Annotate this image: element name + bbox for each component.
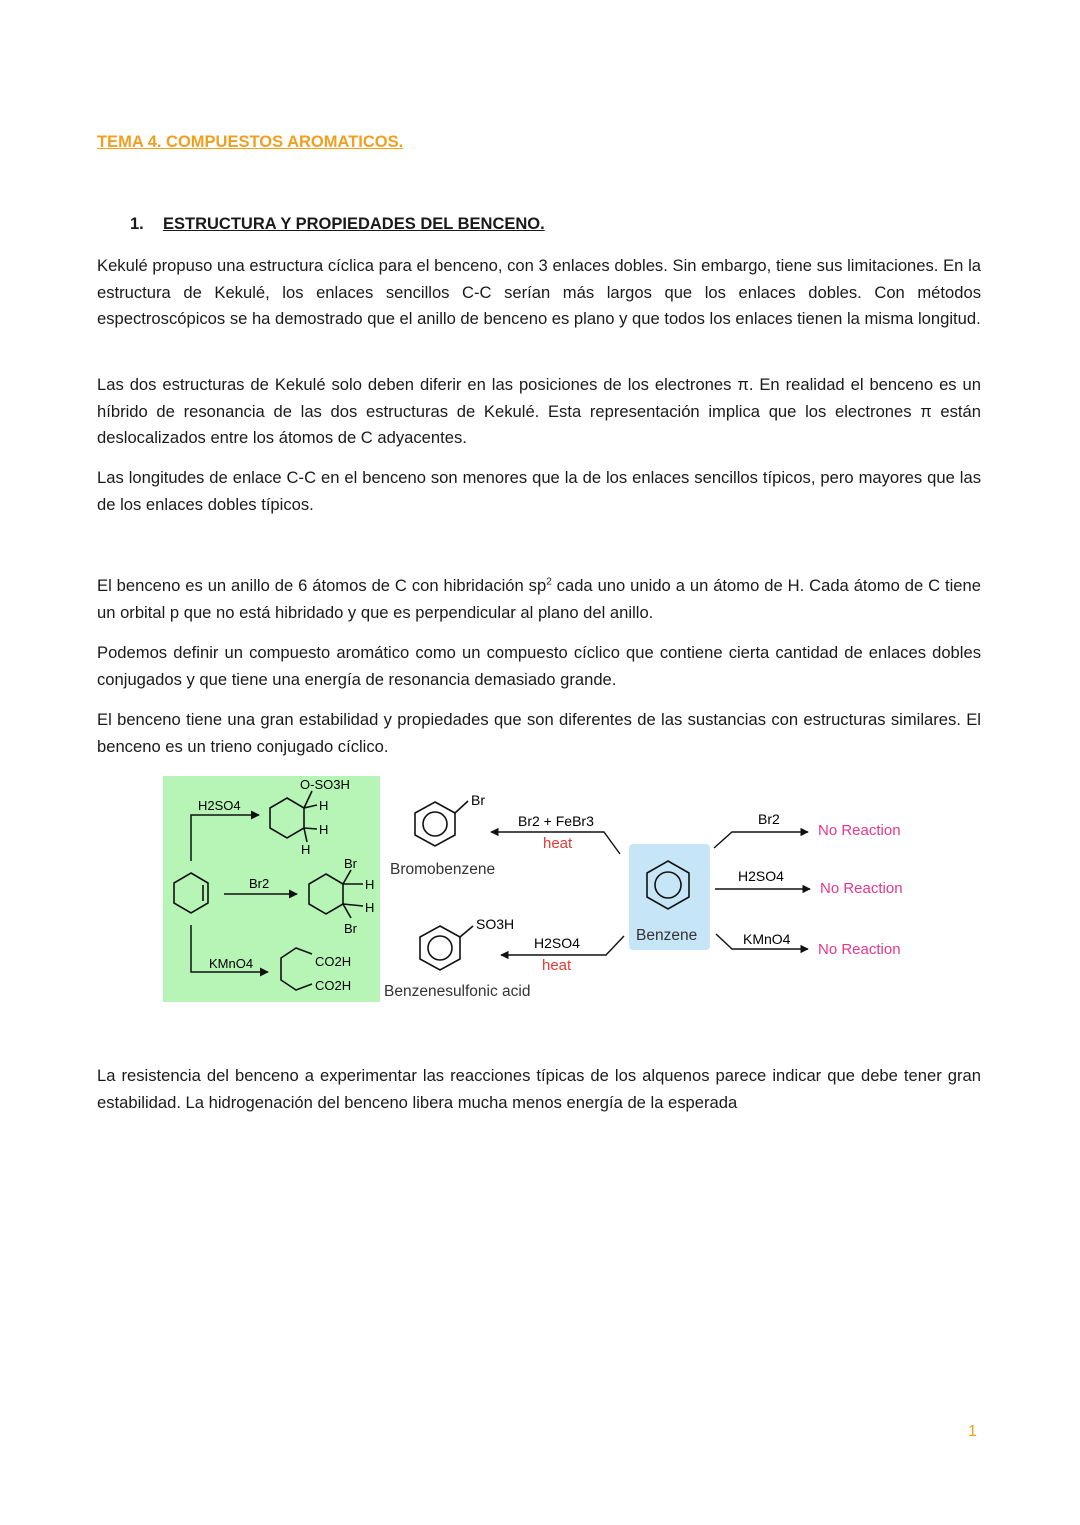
arrow-benzene-br2 — [714, 832, 808, 848]
paragraph-hybridization — [97, 573, 981, 626]
right-result-br2: No Reaction — [818, 822, 901, 839]
cyclohexene-br2-product-h2: H — [365, 900, 375, 915]
hybridization-text-end: cada uno unido a un átomo de H. Cada átomo de C tiene un orbital p que no está hibridado y que es perpendicular al plano del anillo. — [97, 576, 981, 622]
cyclohexene-reagent-br2: Br2 — [249, 876, 270, 891]
bromobenzene-substituent: Br — [471, 792, 485, 808]
cyclohexene-h2so4-product-h1: H — [319, 798, 329, 813]
cyclohexene-br2-product-br-bottom: Br — [344, 921, 357, 936]
right-reagent-kmno4: KMnO4 — [743, 931, 791, 947]
cyclohexene-h2so4-product-h2: H — [319, 822, 329, 837]
cyclohexene-h2so4-product-group: O-SO3H — [300, 777, 350, 792]
cyclohexene-reagent-h2so4: H2SO4 — [198, 798, 241, 813]
sulfonic-substituent: SO3H — [476, 916, 515, 932]
cyclohexene-kmno4-product-top: CO2H — [315, 954, 352, 969]
hybridization-superscript: 2 — [546, 576, 552, 588]
paragraph-resonance: Las dos estructuras de Kekulé solo deben diferir en las posiciones de los electrones π. En realidad el benceno es un híbrido de resonancia de las dos estructuras de Kekulé. Esta representación implica que los electrones π están deslocalizados entre los átomos de C adyacentes. — [97, 375, 981, 447]
section-heading — [130, 215, 545, 234]
section-number: 1. — [130, 215, 144, 233]
page-number: 1 — [968, 1423, 977, 1440]
right-result-h2so4: No Reaction — [820, 880, 903, 897]
sulfonation-condition: heat — [542, 957, 572, 974]
bromination-condition: heat — [543, 835, 573, 852]
benzenesulfonic-acid-structure — [420, 926, 473, 970]
document-title: TEMA 4. COMPUESTOS AROMATICOS. — [97, 133, 404, 151]
bromobenzene-label: Bromobenzene — [390, 861, 496, 878]
paragraph-hydrogenation: La resistencia del benceno a experimentar las reacciones típicas de los alquenos parece indicar que debe tener gran estabilidad. La hidrogenación del benceno libera mucha menos energía de la esperada — [97, 1066, 981, 1112]
section-title: ESTRUCTURA Y PROPIEDADES DEL BENCENO. — [163, 215, 545, 233]
benzenesulfonic-acid-label: Benzenesulfonic acid — [384, 983, 531, 1000]
right-result-kmno4: No Reaction — [818, 941, 901, 958]
cyclohexene-kmno4-product-bottom: CO2H — [315, 978, 352, 993]
cyclohexene-br2-product-br-top: Br — [344, 856, 357, 871]
sulfonation-reagent: H2SO4 — [534, 935, 580, 951]
cyclohexene-h2so4-product-h3: H — [301, 842, 311, 857]
bromination-reagent: Br2 + FeBr3 — [518, 813, 594, 829]
reactions-figure — [160, 772, 920, 1004]
cyclohexene-reagent-kmno4: KMnO4 — [209, 956, 254, 971]
right-reagent-br2: Br2 — [758, 811, 780, 827]
paragraph-aromatic-definition: Podemos definir un compuesto aromático como un compuesto cíclico que contiene cierta cantidad de enlaces dobles conjugados y que tiene una energía de resonancia demasiado grande. — [97, 643, 981, 689]
bromobenzene-structure — [415, 801, 468, 846]
benzene-label: Benzene — [636, 927, 698, 944]
paragraph-bond-lengths: Las longitudes de enlace C-C en el benceno son menores que la de los enlaces sencillos típicos, pero mayores que las de los enlaces dobles típicos. — [97, 468, 981, 514]
paragraph-stability: El benceno tiene una gran estabilidad y propiedades que son diferentes de las sustancias con estructuras similares. El benceno es un trieno conjugado cíclico. — [97, 710, 981, 756]
hybridization-text-start: El benceno es un anillo de 6 átomos de C con hibridación sp — [97, 576, 547, 595]
paragraph-kekule: Kekulé propuso una estructura cíclica para el benceno, con 3 enlaces dobles. Sin embargo, tiene sus limitaciones. En la estructura de Kekulé, los enlaces sencillos C-C serían más largos que los enlaces dobles. Con métodos espectroscópicos se ha demostrado que el anillo de benceno es plano y que todos los enlaces tienen la misma longitud. — [97, 256, 981, 328]
cyclohexene-br2-product-h1: H — [365, 877, 375, 892]
right-reagent-h2so4: H2SO4 — [738, 868, 784, 884]
